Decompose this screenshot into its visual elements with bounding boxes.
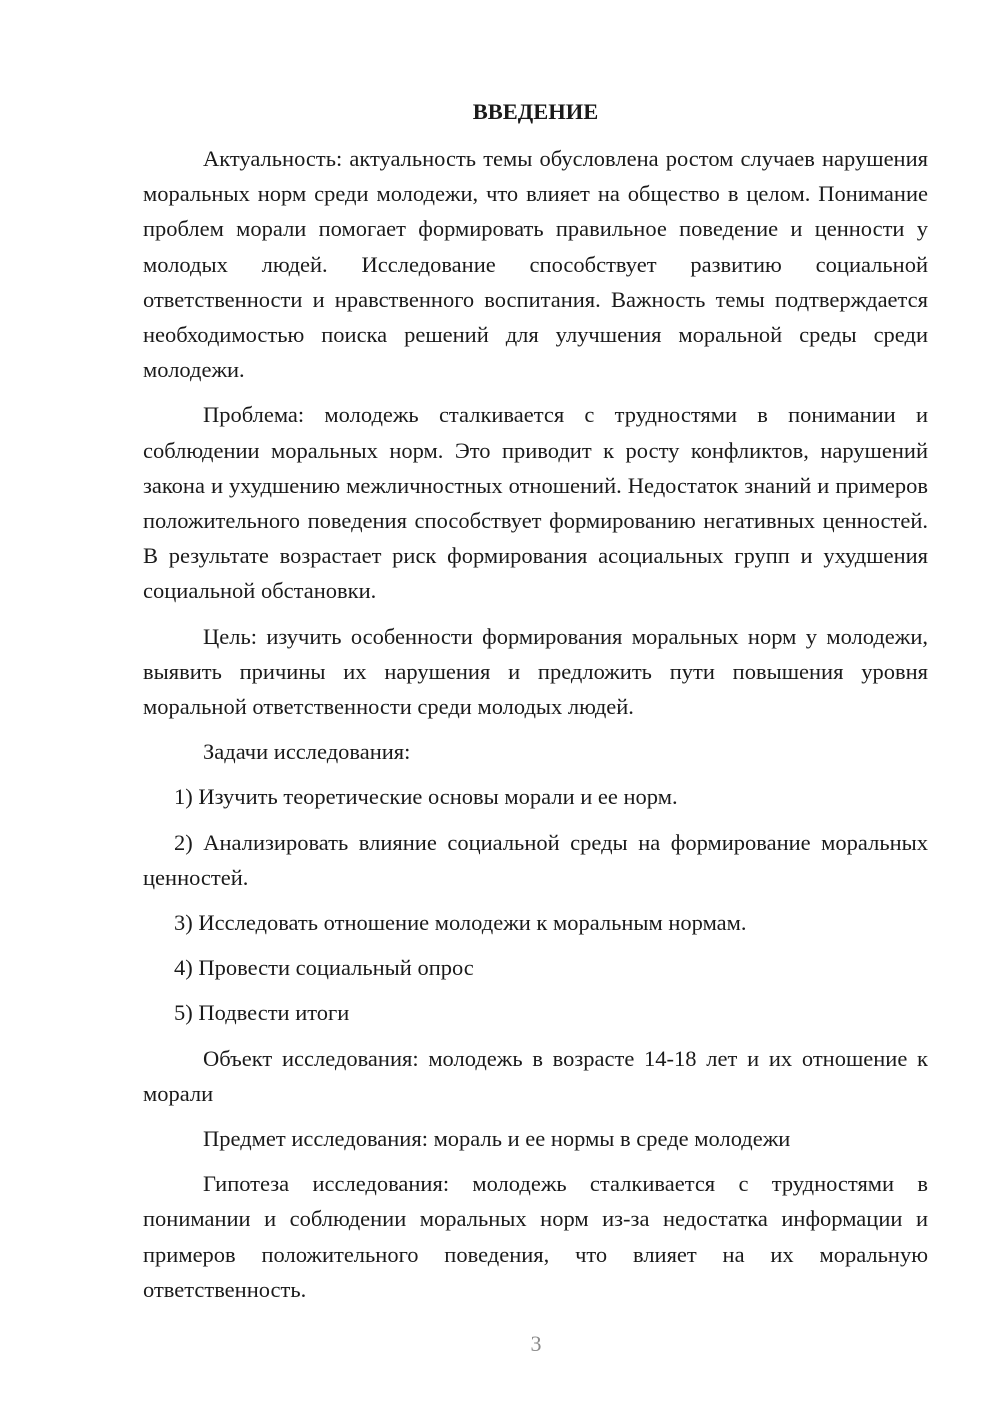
paragraph-object: Объект исследования: молодежь в возрасте 14-18 лет и их отношение к морали — [143, 1045, 928, 1106]
task-item-5: 5) Подвести итоги — [174, 1000, 350, 1026]
paragraph-hypothesis: Гипотеза исследования: молодежь сталкивается с трудностями в понимании и соблюдении моральных норм из-за недостатка информации и примеров положительного поведения, что влияет на их моральную ответственность. — [143, 1171, 928, 1302]
section-title: ВВЕДЕНИЕ — [472, 99, 599, 124]
paragraph-relevance: Актуальность: актуальность темы обусловлена ростом случаев нарушения моральных норм среди молодежи, что влияет на общество в целом. Понимание проблем морали помогает формировать правильное поведение и ценности у молодых людей. Исследование способствует развитию социальной ответственности и нравственного воспитания. Важность темы подтверждается необходимостью поиска решений для улучшения моральной среды среди молодежи. — [143, 146, 928, 383]
paragraph-tasks-heading: Задачи исследования: — [203, 739, 411, 765]
task-item-2: 2) Анализировать влияние социальной среды на формирование моральных ценностей. — [143, 829, 928, 890]
task-item-4: 4) Провести социальный опрос — [174, 955, 474, 981]
paragraph-subject: Предмет исследования: мораль и ее нормы в среде молодежи — [203, 1126, 791, 1152]
paragraph-goal: Цель: изучить особенности формирования моральных норм у молодежи, выявить причины их нарушения и предложить пути повышения уровня моральной ответственности среди молодых людей. — [143, 623, 928, 720]
task-item-3: 3) Исследовать отношение молодежи к моральным нормам. — [174, 910, 747, 936]
page-number: 3 — [530, 1331, 542, 1356]
paragraph-problem: Проблема: молодежь сталкивается с трудностями в понимании и соблюдении моральных норм. Это приводит к росту конфликтов, нарушений закона и ухудшению межличностных отношений. Недостаток знаний и примеров положительного поведения способствует формированию негативных ценностей. В результате возрастает риск формирования асоциальных групп и ухудшения социальной обстановки. — [143, 402, 928, 604]
page-content — [143, 94, 928, 1317]
task-item-1: 1) Изучить теоретические основы морали и ее норм. — [174, 784, 678, 810]
